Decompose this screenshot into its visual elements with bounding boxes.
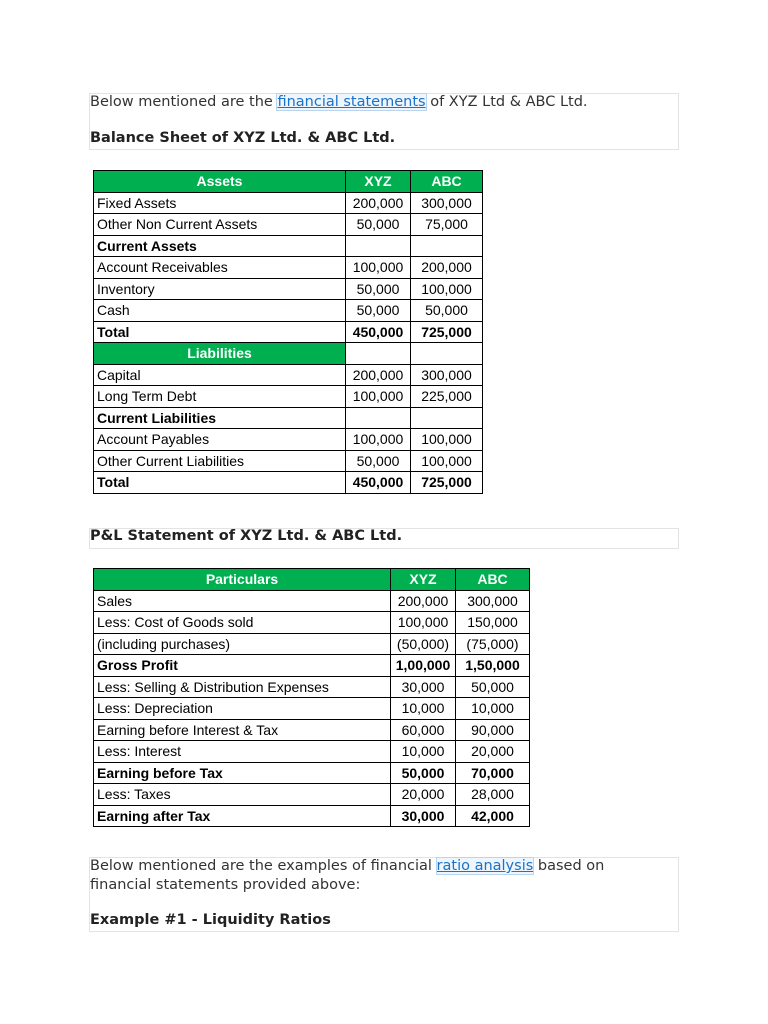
table-row xyxy=(94,343,483,365)
abc-value: 300,000 xyxy=(411,192,483,214)
abc-value xyxy=(411,343,483,365)
xyz-value xyxy=(346,343,411,365)
abc-value: 20,000 xyxy=(456,741,530,763)
table-row xyxy=(94,590,530,612)
table-row xyxy=(94,805,530,827)
abc-value: 100,000 xyxy=(411,429,483,451)
row-label: Less: Interest xyxy=(94,741,391,763)
table-row xyxy=(94,472,483,494)
ratio-intro-line2: financial statements provided above: xyxy=(90,877,361,893)
row-label: Earning before Tax xyxy=(94,762,391,784)
abc-value: 100,000 xyxy=(411,278,483,300)
xyz-value: 30,000 xyxy=(391,676,456,698)
xyz-value: 50,000 xyxy=(346,278,411,300)
ratio-text-before: Below mentioned are the examples of financial xyxy=(90,858,437,874)
row-label: Less: Selling & Distribution Expenses xyxy=(94,676,391,698)
table-row xyxy=(94,655,530,677)
xyz-value: 50,000 xyxy=(346,450,411,472)
intro-text-before: Below mentioned are the xyxy=(90,94,278,110)
xyz-value: 100,000 xyxy=(391,612,456,634)
abc-value: 225,000 xyxy=(411,386,483,408)
xyz-value: 100,000 xyxy=(346,386,411,408)
table-header-row xyxy=(94,171,483,193)
assets-header: Assets xyxy=(94,171,346,193)
table-row xyxy=(94,633,530,655)
table-row xyxy=(94,784,530,806)
table-row xyxy=(94,192,483,214)
table-header-row xyxy=(94,569,530,591)
table-row xyxy=(94,214,483,236)
row-label: Less: Cost of Goods sold xyxy=(94,612,391,634)
abc-header: ABC xyxy=(411,171,483,193)
row-label: Inventory xyxy=(94,278,346,300)
abc-value: 75,000 xyxy=(411,214,483,236)
pl-statement-body xyxy=(94,590,530,827)
xyz-value: 100,000 xyxy=(346,257,411,279)
ratio-analysis-link[interactable]: ratio analysis xyxy=(436,858,534,874)
xyz-value: 10,000 xyxy=(391,698,456,720)
row-label: Gross Profit xyxy=(94,655,391,677)
row-label: (including purchases) xyxy=(94,633,391,655)
table-row xyxy=(94,450,483,472)
intro-paragraph xyxy=(90,93,588,112)
abc-value: 50,000 xyxy=(411,300,483,322)
table-row xyxy=(94,612,530,634)
row-label: Other Non Current Assets xyxy=(94,214,346,236)
row-label: Current Liabilities xyxy=(94,407,346,429)
xyz-value xyxy=(346,407,411,429)
xyz-value: 1,00,000 xyxy=(391,655,456,677)
abc-value: 50,000 xyxy=(456,676,530,698)
row-label: Cash xyxy=(94,300,346,322)
abc-value: 300,000 xyxy=(456,590,530,612)
xyz-value: 200,000 xyxy=(346,364,411,386)
row-label: Sales xyxy=(94,590,391,612)
balance-sheet-table xyxy=(93,170,483,494)
row-label: Earning after Tax xyxy=(94,805,391,827)
table-row xyxy=(94,429,483,451)
liquidity-ratios-heading: Example #1 - Liquidity Ratios xyxy=(90,912,331,928)
table-row xyxy=(94,278,483,300)
table-row xyxy=(94,386,483,408)
row-label: Liabilities xyxy=(94,343,346,365)
row-label: Account Payables xyxy=(94,429,346,451)
xyz-value: 20,000 xyxy=(391,784,456,806)
xyz-value: 50,000 xyxy=(346,300,411,322)
row-label: Less: Taxes xyxy=(94,784,391,806)
particulars-header: Particulars xyxy=(94,569,391,591)
table-row xyxy=(94,364,483,386)
table-row xyxy=(94,257,483,279)
abc-value xyxy=(411,407,483,429)
xyz-value: 10,000 xyxy=(391,741,456,763)
xyz-value: 200,000 xyxy=(346,192,411,214)
abc-value: 70,000 xyxy=(456,762,530,784)
abc-value: 725,000 xyxy=(411,472,483,494)
xyz-header: XYZ xyxy=(346,171,411,193)
row-label: Earning before Interest & Tax xyxy=(94,719,391,741)
abc-header: ABC xyxy=(456,569,530,591)
row-label: Other Current Liabilities xyxy=(94,450,346,472)
abc-value: 90,000 xyxy=(456,719,530,741)
row-label: Total xyxy=(94,321,346,343)
xyz-value: 200,000 xyxy=(391,590,456,612)
table-row xyxy=(94,321,483,343)
balance-sheet-body xyxy=(94,192,483,493)
ratio-text-after: based on xyxy=(533,858,605,874)
abc-value: 300,000 xyxy=(411,364,483,386)
financial-statements-link[interactable]: financial statements xyxy=(277,94,426,110)
balance-sheet-heading: Balance Sheet of XYZ Ltd. & ABC Ltd. xyxy=(90,130,396,146)
abc-value: 150,000 xyxy=(456,612,530,634)
abc-value: 100,000 xyxy=(411,450,483,472)
row-label: Account Receivables xyxy=(94,257,346,279)
abc-value: 1,50,000 xyxy=(456,655,530,677)
xyz-value: 100,000 xyxy=(346,429,411,451)
row-label: Less: Depreciation xyxy=(94,698,391,720)
abc-value xyxy=(411,235,483,257)
xyz-value: 50,000 xyxy=(391,762,456,784)
pl-statement-table xyxy=(93,568,530,827)
table-row xyxy=(94,407,483,429)
row-label: Fixed Assets xyxy=(94,192,346,214)
abc-value: 28,000 xyxy=(456,784,530,806)
xyz-value xyxy=(346,235,411,257)
ratio-intro-paragraph xyxy=(90,857,604,876)
table-row xyxy=(94,719,530,741)
table-row xyxy=(94,698,530,720)
row-label: Current Assets xyxy=(94,235,346,257)
pl-heading: P&L Statement of XYZ Ltd. & ABC Ltd. xyxy=(90,528,403,544)
table-row xyxy=(94,741,530,763)
xyz-header: XYZ xyxy=(391,569,456,591)
abc-value: 200,000 xyxy=(411,257,483,279)
row-label: Total xyxy=(94,472,346,494)
table-row xyxy=(94,300,483,322)
xyz-value: (50,000) xyxy=(391,633,456,655)
table-row xyxy=(94,676,530,698)
row-label: Capital xyxy=(94,364,346,386)
xyz-value: 450,000 xyxy=(346,472,411,494)
row-label: Long Term Debt xyxy=(94,386,346,408)
xyz-value: 50,000 xyxy=(346,214,411,236)
abc-value: 42,000 xyxy=(456,805,530,827)
xyz-value: 30,000 xyxy=(391,805,456,827)
xyz-value: 60,000 xyxy=(391,719,456,741)
abc-value: 10,000 xyxy=(456,698,530,720)
table-row xyxy=(94,235,483,257)
abc-value: 725,000 xyxy=(411,321,483,343)
abc-value: (75,000) xyxy=(456,633,530,655)
table-row xyxy=(94,762,530,784)
xyz-value: 450,000 xyxy=(346,321,411,343)
intro-text-after: of XYZ Ltd & ABC Ltd. xyxy=(425,94,588,110)
